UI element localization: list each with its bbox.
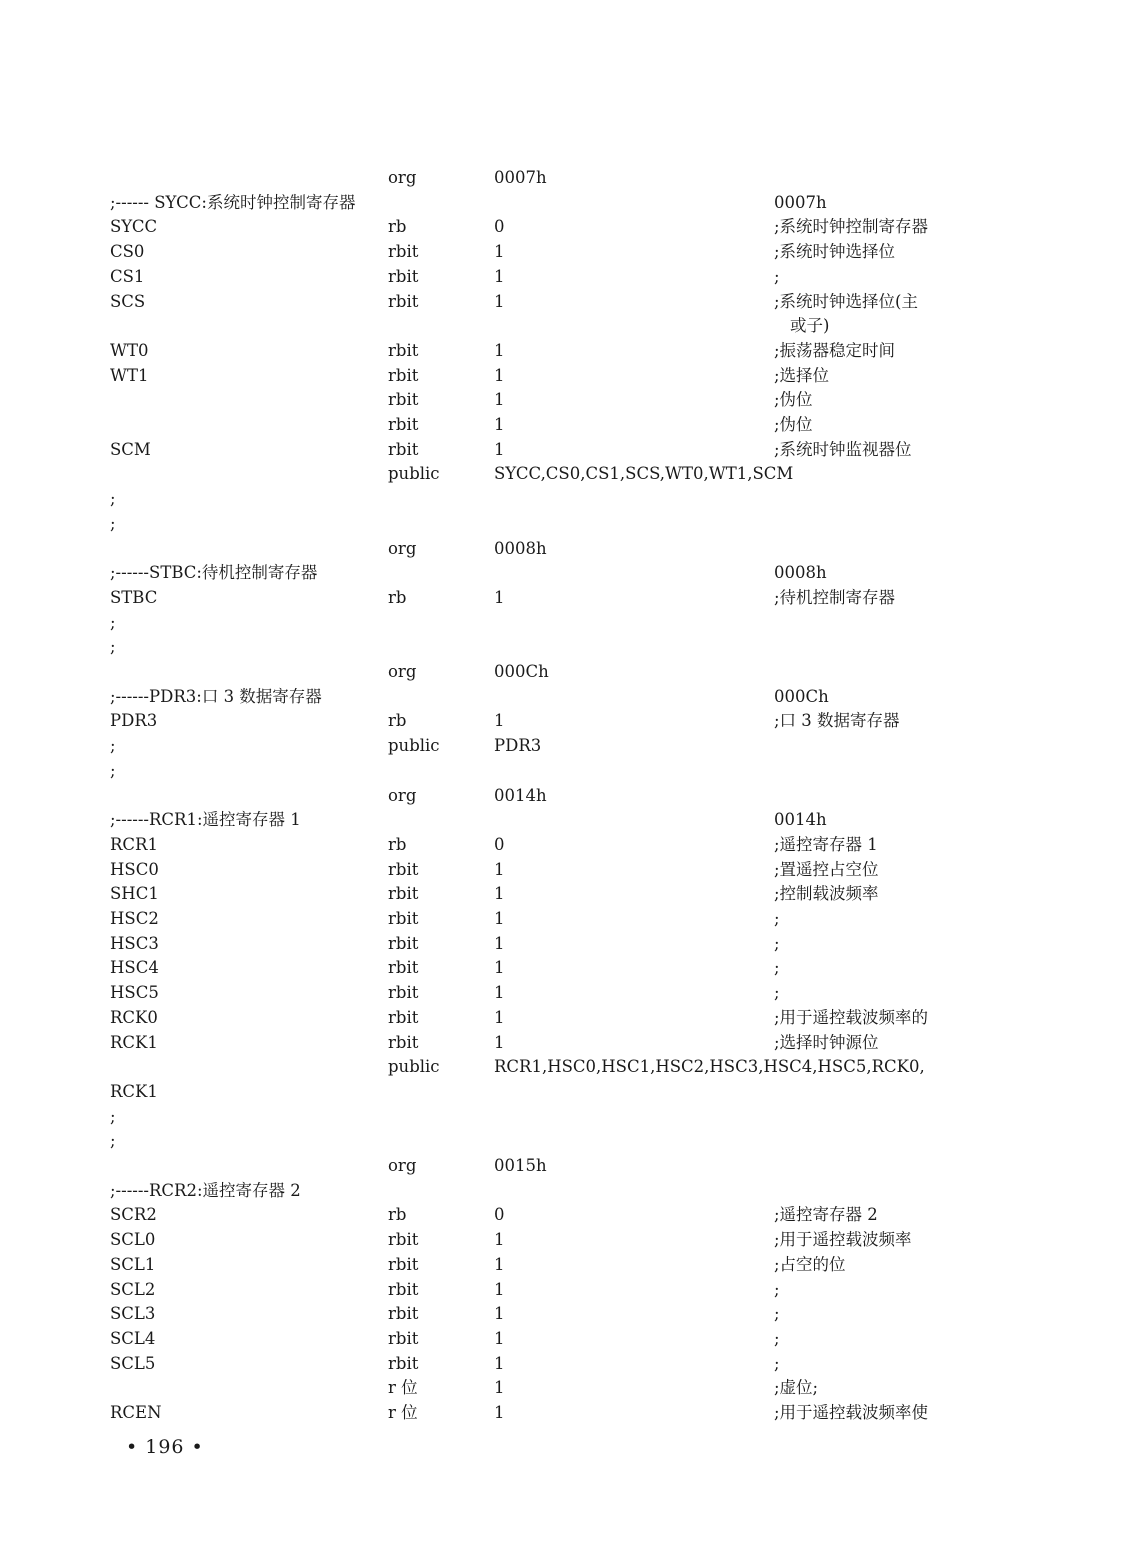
code-comment: 000Ch [774, 686, 829, 706]
code-label: CS1 [110, 266, 145, 286]
code-operand: 0007h [494, 168, 547, 187]
code-line [0, 1327, 1122, 1351]
code-label: ; [110, 637, 116, 657]
code-line [0, 635, 1122, 659]
code-line [0, 1302, 1122, 1326]
code-op: rbit [388, 1230, 419, 1250]
code-comment: 0007h [774, 192, 827, 212]
code-operand: 0008h [494, 538, 547, 558]
code-line [0, 166, 1122, 190]
code-line [0, 784, 1122, 808]
code-line [0, 290, 1122, 314]
code-operand: 1 [494, 711, 505, 731]
code-line [0, 512, 1122, 536]
code-line [0, 1376, 1122, 1400]
code-line [0, 438, 1122, 462]
code-line [0, 981, 1122, 1005]
code-label: ;------PDR3:口 3 数据寄存器 [110, 686, 322, 706]
code-operand: 1 [494, 439, 505, 459]
code-op: org [388, 785, 417, 805]
code-operand: 1 [494, 983, 505, 1003]
code-line [0, 759, 1122, 783]
code-label: ;------RCR2:遥控寄存器 2 [110, 1180, 301, 1200]
code-op: public [388, 464, 440, 484]
code-line [0, 364, 1122, 388]
code-line [0, 1278, 1122, 1302]
code-operand: 1 [494, 884, 505, 904]
code-label: RCK1 [110, 1032, 158, 1052]
code-line [0, 339, 1122, 363]
code-label: ; [110, 1106, 116, 1126]
code-op: rbit [388, 340, 419, 360]
code-line [0, 413, 1122, 437]
code-line [0, 462, 1122, 486]
code-comment: 或子) [790, 316, 830, 336]
code-line [0, 660, 1122, 684]
code-line [0, 191, 1122, 215]
code-label: ;------ SYCC:系统时钟控制寄存器 [110, 192, 356, 212]
code-line [0, 956, 1122, 980]
code-op: rbit [388, 266, 419, 286]
code-label: ; [110, 489, 116, 509]
code-op: public [388, 736, 440, 756]
code-comment: ; [774, 909, 780, 928]
code-comment: ; [774, 266, 780, 286]
code-op: org [388, 1156, 417, 1175]
code-comment: ;待机控制寄存器 [774, 587, 896, 607]
code-operand: PDR3 [494, 736, 542, 756]
code-comment: ; [774, 983, 780, 1003]
code-line [0, 1055, 1122, 1079]
code-operand: SYCC,CS0,CS1,SCS,WT0,WT1,SCM [494, 464, 794, 484]
code-op: r 位 [388, 1403, 418, 1422]
code-comment: ;口 3 数据寄存器 [774, 711, 900, 731]
code-comment: ; [774, 1279, 780, 1299]
code-operand: 1 [494, 933, 505, 953]
code-op: rbit [388, 958, 419, 978]
code-operand: 1 [494, 1353, 505, 1373]
code-label: ;------RCR1:遥控寄存器 1 [110, 810, 301, 830]
code-line [0, 1203, 1122, 1227]
code-label: SHC1 [110, 884, 159, 904]
page-number: • 196 • [126, 1436, 204, 1458]
code-comment: ;占空的位 [774, 1254, 846, 1274]
code-operand: 1 [494, 909, 505, 928]
code-label: SCM [110, 439, 151, 459]
code-operand: 0 [494, 1205, 505, 1225]
code-operand: 0 [494, 217, 505, 237]
code-comment: ;伪位 [774, 415, 813, 434]
code-comment: ;选择时钟源位 [774, 1032, 879, 1052]
code-comment: ;选择位 [774, 365, 830, 385]
code-op: rbit [388, 1254, 419, 1274]
code-op: r 位 [388, 1378, 418, 1398]
code-label: ; [110, 760, 116, 780]
code-comment: ;系统时钟选择位(主 [774, 291, 918, 311]
code-op: rbit [388, 365, 419, 385]
code-comment: ;遥控寄存器 1 [774, 834, 878, 854]
code-label: ; [110, 736, 116, 756]
code-comment: ; [774, 1353, 780, 1373]
code-op: rbit [388, 933, 419, 953]
code-comment: 0014h [774, 810, 827, 830]
code-line [0, 561, 1122, 585]
code-label: SCS [110, 291, 146, 311]
code-line [0, 1129, 1122, 1153]
code-operand: RCR1,HSC0,HSC1,HSC2,HSC3,HSC4,HSC5,RCK0, [494, 1057, 925, 1077]
code-operand: 1 [494, 340, 505, 360]
code-operand: 1 [494, 1254, 505, 1274]
code-label: PDR3 [110, 711, 158, 731]
code-operand: 1 [494, 859, 505, 879]
code-label: SCL0 [110, 1230, 156, 1250]
code-comment: ;遥控寄存器 2 [774, 1205, 878, 1225]
code-operand: 1 [494, 1403, 505, 1422]
code-line [0, 685, 1122, 709]
code-line [0, 734, 1122, 758]
code-line [0, 1352, 1122, 1376]
code-comment: ;用于遥控载波频率的 [774, 1007, 929, 1027]
code-label: SCL5 [110, 1353, 156, 1373]
code-operand: 1 [494, 1378, 505, 1398]
code-label: WT0 [110, 340, 149, 360]
code-comment: ;系统时钟监视器位 [774, 439, 912, 459]
code-operand: 1 [494, 390, 505, 410]
code-comment: ;虚位; [774, 1378, 819, 1398]
code-label: RCR1 [110, 834, 158, 854]
code-label: STBC [110, 587, 158, 607]
code-label: SYCC [110, 217, 158, 237]
code-op: rb [388, 834, 407, 854]
code-op: rbit [388, 983, 419, 1003]
code-line [0, 709, 1122, 733]
code-label: HSC4 [110, 958, 159, 978]
code-label: CS0 [110, 242, 145, 262]
code-line [0, 1006, 1122, 1030]
code-op: rb [388, 1205, 407, 1225]
code-line [0, 265, 1122, 289]
code-operand: 1 [494, 365, 505, 385]
code-line [0, 388, 1122, 412]
code-comment: ; [774, 933, 780, 953]
code-operand: 1 [494, 1230, 505, 1250]
code-label: HSC0 [110, 859, 159, 879]
code-label: HSC2 [110, 909, 159, 928]
code-label: HSC3 [110, 933, 159, 953]
code-label: SCL2 [110, 1279, 156, 1299]
code-line [0, 858, 1122, 882]
code-comment: ; [774, 1304, 780, 1324]
code-label: SCR2 [110, 1205, 157, 1225]
code-operand: 0014h [494, 785, 547, 805]
code-op: org [388, 168, 417, 187]
code-line [0, 240, 1122, 264]
code-op: rbit [388, 291, 419, 311]
code-op: org [388, 662, 417, 681]
code-label: HSC5 [110, 983, 159, 1003]
code-comment: ; [774, 1328, 780, 1348]
code-line [0, 1228, 1122, 1252]
code-line [0, 537, 1122, 561]
code-label: RCK1 [110, 1081, 158, 1101]
code-comment: ; [774, 958, 780, 978]
code-line [0, 1031, 1122, 1055]
code-comment: ;系统时钟选择位 [774, 242, 896, 262]
code-comment: ;用于遥控载波频率使 [774, 1403, 929, 1422]
code-op: rbit [388, 909, 419, 928]
code-line [0, 314, 1122, 338]
code-label: ; [110, 1131, 116, 1151]
code-comment: ;置遥控占空位 [774, 859, 879, 879]
code-operand: 1 [494, 1328, 505, 1348]
code-operand: 1 [494, 1279, 505, 1299]
code-line [0, 882, 1122, 906]
code-operand: 1 [494, 266, 505, 286]
code-label: SCL3 [110, 1304, 156, 1324]
code-label: ; [110, 612, 116, 632]
code-op: rb [388, 587, 407, 607]
code-label: RCK0 [110, 1007, 158, 1027]
code-line [0, 1105, 1122, 1129]
code-op: rbit [388, 1032, 419, 1052]
code-line [0, 1080, 1122, 1104]
code-line [0, 833, 1122, 857]
code-operand: 000Ch [494, 662, 549, 681]
code-comment: ;伪位 [774, 390, 813, 410]
code-op: rbit [388, 415, 419, 434]
code-label: SCL1 [110, 1254, 156, 1274]
code-op: rbit [388, 1353, 419, 1373]
code-label: SCL4 [110, 1328, 156, 1348]
code-line [0, 586, 1122, 610]
code-operand: 0015h [494, 1156, 547, 1175]
code-op: rb [388, 711, 407, 731]
code-op: rbit [388, 242, 419, 262]
code-operand: 1 [494, 242, 505, 262]
code-line [0, 215, 1122, 239]
code-label: ; [110, 513, 116, 533]
code-op: rbit [388, 1304, 419, 1324]
code-comment: ;振荡器稳定时间 [774, 340, 896, 360]
code-operand: 1 [494, 1032, 505, 1052]
code-line [0, 1401, 1122, 1425]
code-line [0, 487, 1122, 511]
code-label: WT1 [110, 365, 149, 385]
code-comment: ;用于遥控载波频率 [774, 1230, 912, 1250]
code-operand: 1 [494, 415, 505, 434]
code-line [0, 808, 1122, 832]
code-comment: 0008h [774, 563, 827, 583]
code-op: rbit [388, 1279, 419, 1299]
code-line [0, 1253, 1122, 1277]
code-label: RCEN [110, 1403, 162, 1422]
code-op: rb [388, 217, 407, 237]
code-operand: 1 [494, 1304, 505, 1324]
code-operand: 1 [494, 587, 505, 607]
code-label: ;------STBC:待机控制寄存器 [110, 563, 318, 583]
code-comment: ;系统时钟控制寄存器 [774, 217, 929, 237]
code-op: public [388, 1057, 440, 1077]
code-op: rbit [388, 884, 419, 904]
code-line [0, 932, 1122, 956]
code-line [0, 1154, 1122, 1178]
code-operand: 1 [494, 958, 505, 978]
code-operand: 1 [494, 291, 505, 311]
code-comment: ;控制载波频率 [774, 884, 879, 904]
code-op: rbit [388, 859, 419, 879]
code-operand: 0 [494, 834, 505, 854]
code-op: rbit [388, 390, 419, 410]
code-op: org [388, 538, 417, 558]
code-line [0, 611, 1122, 635]
code-op: rbit [388, 1007, 419, 1027]
code-operand: 1 [494, 1007, 505, 1027]
code-line [0, 907, 1122, 931]
code-op: rbit [388, 1328, 419, 1348]
code-line [0, 1179, 1122, 1203]
code-op: rbit [388, 439, 419, 459]
